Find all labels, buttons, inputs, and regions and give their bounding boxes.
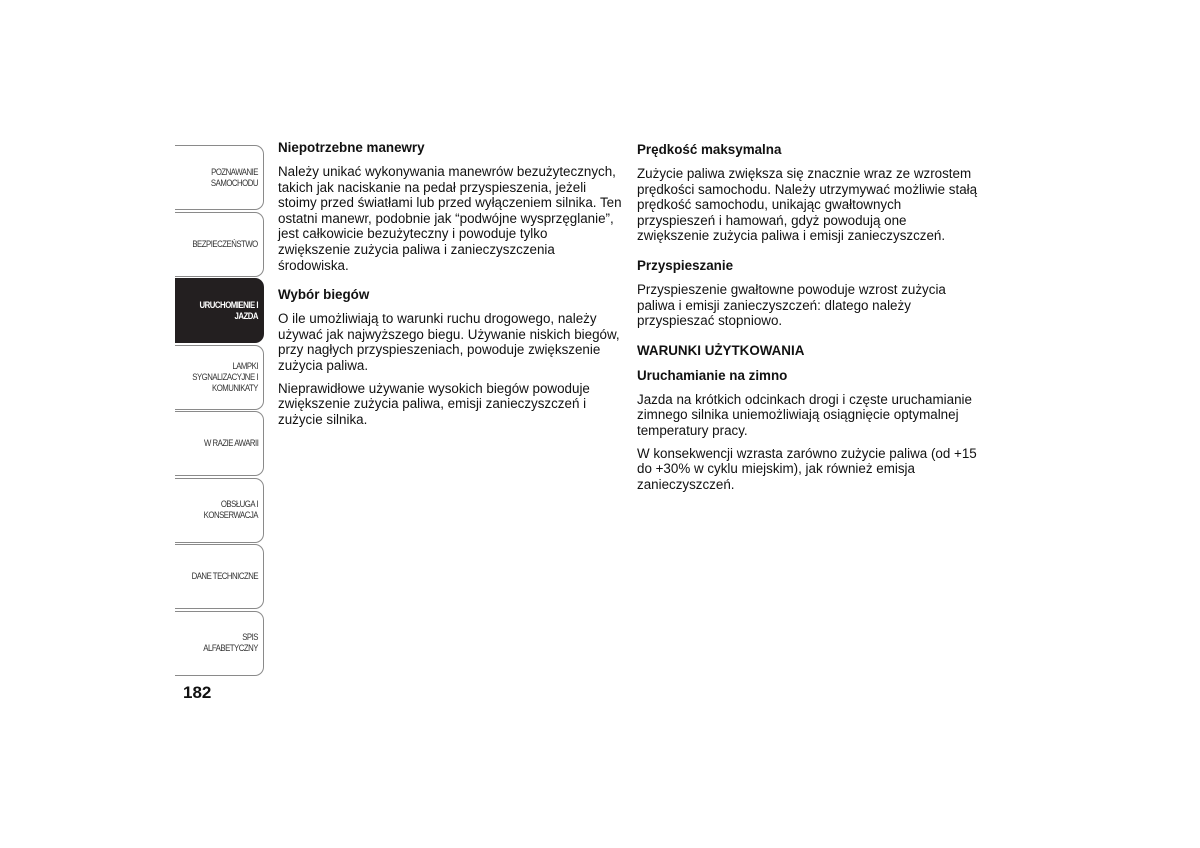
tab-label: W RAZIE AWARII: [203, 438, 258, 449]
tab-label: POZNAWANIE SAMOCHODU: [210, 166, 258, 189]
heading-uruchamianie-na-zimno: Uruchamianie na zimno: [637, 367, 788, 383]
tab-w-razie-awarii[interactable]: [175, 411, 264, 476]
paragraph: Nieprawidłowe używanie wysokich biegów powoduje zwiększenie zużycia paliwa, emisji zanieczyszczeń i zużycie silnika.: [278, 380, 590, 427]
paragraph: Zużycie paliwa zwiększa się znacznie wraz ze wzrostem prędkości samochodu. Należy utrzymywać możliwie stałą prędkość samochodu, unikając gwałtownych przyspieszeń i hamowań, gdyż powodują one zwiększenie zużycia paliwa i emisji zanieczyszczeń.: [637, 166, 978, 244]
heading-predkosc-maksymalna: Prędkość maksymalna: [637, 142, 782, 157]
tab-dane-techniczne[interactable]: [175, 544, 264, 609]
tab-label: OBSŁUGA I KONSERWACJA: [203, 499, 258, 521]
page-number: 182: [183, 683, 212, 702]
tab-uruchomienie-i-jazda[interactable]: [175, 278, 264, 343]
tab-bezpieczenstwo[interactable]: [175, 212, 264, 277]
tab-label: LAMPKI SYGNALIZACYJNE I KOMUNIKATY: [192, 360, 258, 394]
paragraph: Przyspieszenie gwałtowne powoduje wzrost zużycia paliwa i emisji zanieczyszczeń: dlatego należy przyspieszać stopniowo.: [637, 281, 946, 329]
left-column: [278, 140, 623, 434]
tab-label: BEZPIECZEŃSTWO: [192, 238, 258, 250]
chapter-tabs: [175, 145, 264, 677]
tab-label: SPIS ALFABETYCZNY: [203, 632, 258, 654]
tab-spis-alfabetyczny[interactable]: [175, 611, 264, 676]
heading-przyspieszanie: Przyspieszanie: [637, 257, 734, 273]
tab-label: DANE TECHNICZNE: [191, 571, 258, 582]
paragraph: W konsekwencji wzrasta zarówno zużycie paliwa (od +15 do +30% w cyklu miejskim), jak również emisja zanieczyszczeń.: [637, 445, 977, 492]
paragraph: Jazda na krótkich odcinkach drogi i częste uruchamianie zimnego silnika uniemożliwiają osiągnięcie optymalnej temperatury pracy.: [637, 391, 972, 438]
heading-niepotrzebne-manewry: Niepotrzebne manewry: [278, 140, 425, 155]
tab-poznawanie-samochodu[interactable]: [175, 145, 264, 210]
heading-wybor-biegow: Wybór biegów: [278, 287, 370, 303]
tab-obsluga-i-konserwacja[interactable]: [175, 478, 264, 543]
section-heading-warunki-uzytkowania: WARUNKI UŻYTKOWANIA: [637, 342, 805, 358]
tab-lampki-sygnalizacyjne[interactable]: [175, 345, 264, 410]
right-column: [637, 142, 982, 499]
paragraph: O ile umożliwiają to warunki ruchu drogowego, należy używać jak najwyższego biegu. Używanie niskich biegów, przy nagłych przyspieszeniach, powoduje zwiększenie zużycia paliwa.: [278, 311, 620, 373]
paragraph: Należy unikać wykonywania manewrów bezużytecznych, takich jak naciskanie na pedał przyspieszenia, jeżeli stoimy przed światłami lub przed wyłączeniem silnika. Ten ostatni manewr, podobnie jak “podwójne wysprzęglanie”, jest całkowicie bezużyteczny i powoduje tylko zwiększenie zużycia paliwa i zanieczyszczenia środowiska.: [278, 164, 622, 273]
tab-label: URUCHOMIENIE I JAZDA: [199, 299, 258, 322]
